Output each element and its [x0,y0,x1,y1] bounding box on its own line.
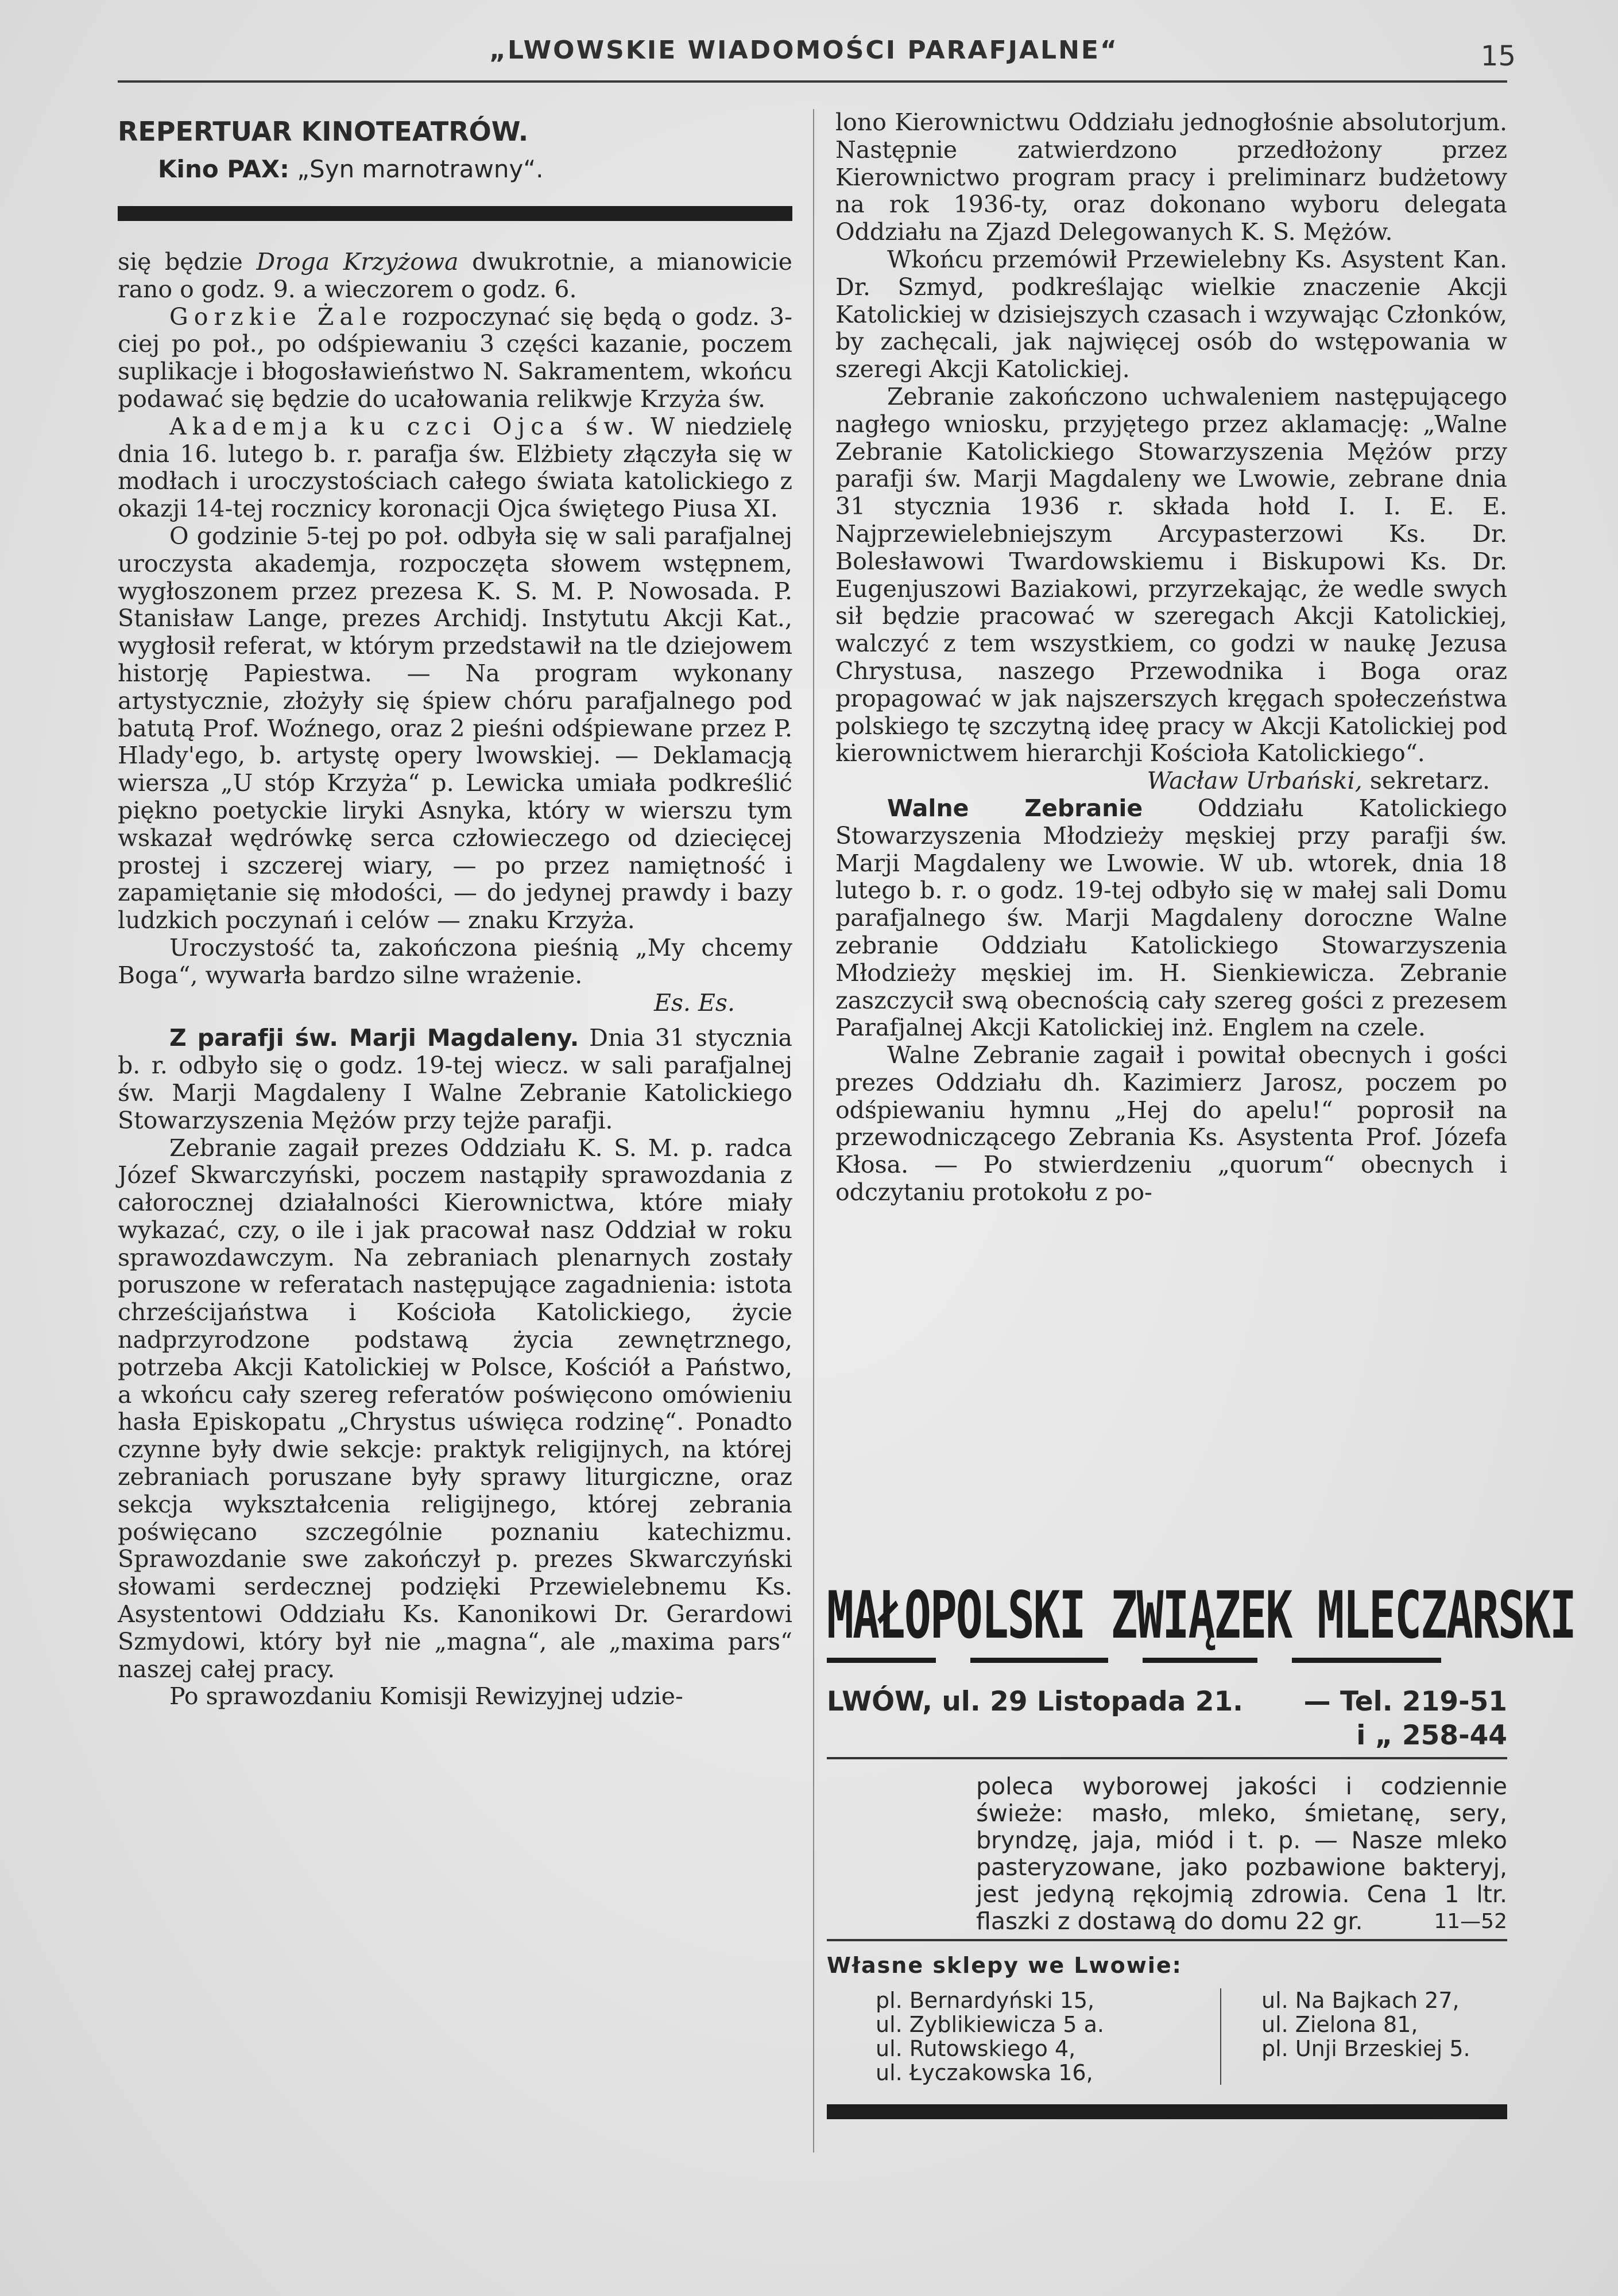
ad-title: MAŁOPOLSKI ZWIĄZEK MLECZARSKI [827,1578,1576,1654]
left-column [118,109,792,1711]
ad-title-underline [827,1658,1507,1663]
kino-line [158,155,792,183]
spaced-heading: Gorzkie Żale [169,302,393,331]
ad-phone: — Tel. 219-51 [1303,1686,1507,1717]
text: rozpoczynać się będą o godz. 3-ciej po poł., po odśpiewaniu 3 części kazanie, poczem suplikacje i błogosławieństwo N. Sakramentem, wkońcu podawać się będzie do ucałowania relikwje Krzyża św. [118,302,792,413]
header-rule [118,80,1507,83]
academy-paragraph-1 [118,413,792,523]
lent-paragraph [118,249,792,304]
ad-phone-2: i „ 258-44 [1356,1720,1507,1751]
lent-paragraph-2 [118,304,792,413]
shop-address: ul. Na Bajkach 27, [1261,1988,1460,2013]
shop-address: ul. Zielona 81, [1261,2012,1418,2037]
ad-contact-line [827,1686,1507,1717]
magdalena-paragraph-1 [118,1025,792,1134]
text: Dnia 31 stycznia b. r. odbyło się o godz. 19-tej wiecz. w sali parafjalnej św. Marji Magdaleny I Walne Zebranie Katolickiego Stowarzyszenia Mężów przy tejże parafji. [118,1024,792,1134]
repertoire-heading: REPERTUAR KINOTEATRÓW. [118,116,529,147]
ad-code: 11—52 [1434,1910,1507,1933]
spaced-heading: Akademja ku czci Ojca św. [169,412,640,440]
ad-address: LWÓW, ul. 29 Listopada 21. [827,1686,1244,1717]
continuation-paragraph-2: Wkońcu przemówił Przewielebny Ks. Asystent Kan. Dr. Szmyd, podkreślając wielkie znaczenie Akcji Katolickiej w dzisiejszych czasach i wzywając Członków, by zachęcali, jak najwięcej osób do wstępowania w szeregi Akcji Katolickiej. [835,245,1507,383]
emphasis-text: Droga Krzyżowa [256,248,459,276]
right-column [835,109,1507,1207]
shop-address: ul. Zyblikiewicza 5 a. [876,2012,1104,2037]
kino-film-title: „Syn marnotrawny“. [297,155,544,183]
signature-name: Wacław Urbański, [1147,767,1362,795]
magdalena-paragraph-3: Po sprawozdaniu Komisji Rewizyjnej udzie- [169,1682,683,1711]
shop-address: ul. Łyczakowska 16, [876,2060,1093,2085]
academy-paragraph-3: Uroczystość ta, zakończona pieśnią „My chcemy Boga“, wywarła bardzo silne wrażenie. [118,933,792,989]
text: dwukrotnie, a mianowicie rano o godz. 9. a wieczorem o godz. 6. [118,248,793,303]
running-header: „LWOWSKIE WIADOMOŚCI PARAFJALNE“ [489,36,1118,65]
shop-address: ul. Rutowskiego 4, [876,2036,1076,2061]
section-heading: Z parafji św. Marji Magdaleny. [169,1024,579,1052]
dairy-advertisement [827,1573,1576,2119]
underline-segment [1292,1658,1441,1663]
ad-rule [827,1757,1507,1759]
academy-paragraph-2: O godzinie 5-tej po poł. odbyła się w sali parafjalnej uroczysta akademja, rozpoczęta słowem wstępnem, wygłoszonem przez prezesa K. S. M. P. Nowosada. P. Stanisław Lange, prezes Archidj. Instytutu Akcji Kat., wygłosił referat, w którym przedstawił na tle dziejowem historję Papiestwa. — Na program wykonany artystycznie, złożyły się śpiew chóru parafjalnego pod batutą Prof. Woźnego, oraz 2 pieśni odśpiewane przez P. Hlady'ego, b. artystę opery lwowskiej. — Deklamacją wiersza „U stóp Krzyża“ p. Lewicka umiała podkreślić piękno poetyckie liryki Asnyka, który w wierszu tym wskazał wędrówkę serca człowieczego od dziecięcej prostej i szczerej wiary, — po przez namiętność i zapamiętanie się młodości, — do jedynej prawdy i bazy ludzkich poczynań i celów — znaku Krzyża. [118,522,792,934]
ad-body-text: poleca wyborowej jakości i codziennie świeże: masło, mleko, śmietanę, sery, bryndzę, jaja, miód i t. p. — Nasze mleko pasteryzowane, jako pozbawione bakteryj, jest jedyną rękojmią zdrowia. Cena 1 ltr. flaszki z dostawą do domu 22 gr. [976,1773,1507,1935]
youth-paragraph-1 [835,795,1507,1042]
text: W niedzielę dnia 16. lutego b. r. parafja św. Elżbiety złączyła się w modłach i uroczystościach całego świata katolickiego z okazji 14-tej rocznicy koronacji Ojca świętego Piusa XI. [118,412,792,523]
ad-shops-column-1 [827,1988,1221,2085]
secretary-signature [835,767,1507,795]
youth-paragraph-2: Walne Zebranie zagaił i powitał obecnych i gości prezes Oddziału dh. Kazimierz Jarosz, poczem po odśpiewaniu hymnu „Hej do apelu!“ poprosił na przewodniczącego Zebrania Ks. Asystenta Prof. Józefa Kłosa. — Po stwierdzeniu „quorum“ obecnych i odczytaniu protokołu z po- [835,1041,1507,1207]
continuation-paragraph-1: lono Kierownictwu Oddziału jednogłośnie absolutorjum. Następnie zatwierdzono przedłożony przez Kierownictwo program pracy i preliminarz budżetowy na rok 1936-ty, oraz dokonano wyboru delegata Oddziału na Zjazd Delegowanych K. S. Mężów. [835,108,1507,246]
underline-segment [970,1658,1108,1663]
text: Oddziału Katolickiego Stowarzyszenia Młodzieży męskiej przy parafji św. Marji Magdaleny we Lwowie. W ub. wtorek, dnia 18 lutego b. r. o godz. 19-tej odbyło się w małej sali Domu parafjalnego św. Marji Magdaleny doroczne Walne zebranie Oddziału Katolickiego Stowarzyszenia Młodzieży męskiej im. H. Sienkiewicza. Zebranie zaszczycił swą obecnością cały szereg gości z prezesem Parafjalnej Akcji Katolickiej inż. Englem na czele. [835,794,1507,1042]
continuation-paragraph-3: Zebranie zakończono uchwaleniem następującego nagłego wniosku, przyjętego przez aklamację: „Walne Zebranie Katolickiego Stowarzyszenia Mężów przy parafji św. Marji Magdaleny we Lwowie, zebrane dnia 31 stycznia 1936 r. składa hołd I. I. E. E. Najprzewielebniejszym Arcypasterzowi Ks. Dr. Bolesławowi Twardowskiemu i Biskupowi Ks. Dr. Eugenjuszowi Baziakowi, przyrzekając, że wedle swych sił będzie pracować w szeregach Akcji Katolickiej, walczyć z tem wszystkiem, co godzi w naukę Jezusa Chrystusa, naszego Przewodnika i Boga oraz propagować w jak najszerszych kręgach społeczeństwa polskiego tę szczytną ideę pracy w Akcji Katolickiej pod kierownictwem hierarchji Kościoła Katolickiego“. [835,382,1507,767]
black-bar-separator [118,206,792,221]
underline-segment [827,1658,936,1663]
ad-shops-title: Własne sklepy we Lwowie: [827,1953,1182,1978]
kino-label: Kino PAX: [158,155,289,183]
ad-shops-list [827,1988,1507,2085]
signature-role: sekretarz. [1362,767,1490,795]
academy-signature: Es. Es. [653,988,735,1017]
shop-address: pl. Unji Brzeskiej 5. [1261,2036,1470,2061]
ad-rule [827,1939,1507,1941]
shop-address: pl. Bernardyński 15, [876,1988,1095,2013]
ad-shops-column-2 [1221,1988,1470,2085]
magdalena-paragraph-2: Zebranie zagaił prezes Oddziału K. S. M. p. radca Józef Skwarczyński, poczem nastąpiły sprawozdania z całorocznej działalności Kierownictwa, które miały wykazać, czy, o ile i jak pracował nasz Oddział w roku sprawozdawczym. Na zebraniach plenarnych zostały poruszone w referatach następujące zagadnienia: istota chrześcijaństwa i Kościoła Katolickiego, życie nadprzyrodzone podstawą życia zewnętrznego, potrzeba Akcji Katolickiej w Polsce, Kościół a Państwo, a wkońcu cały szereg referatów poświęcono omówieniu hasła Episkopatu „Chrystus uświęca rodzinę“. Ponadto czynne były dwie sekcje: praktyk religijnych, na której zebraniach poruszane były sprawy liturgiczne, oraz sekcja wykształcenia religijnego, której zebrania poświęcano szczególnie poznaniu katechizmu. Sprawozdanie swe zakończył p. prezes Skwarczyński słowami serdecznej podzięki Przewielebnemu Ks. Asystentowi Oddziału Ks. Kanonikowi Dr. Gerardowi Szmydowi, który był nie „magna“, ale „maxima pars“ naszej całej pracy. [118,1134,792,1683]
ad-bottom-bar [827,2104,1507,2119]
column-divider [813,109,814,2152]
underline-segment [1143,1658,1257,1663]
text: się będzie [118,248,257,276]
section-heading: Walne Zebranie [887,794,1143,822]
page-number: 15 [1480,40,1516,72]
